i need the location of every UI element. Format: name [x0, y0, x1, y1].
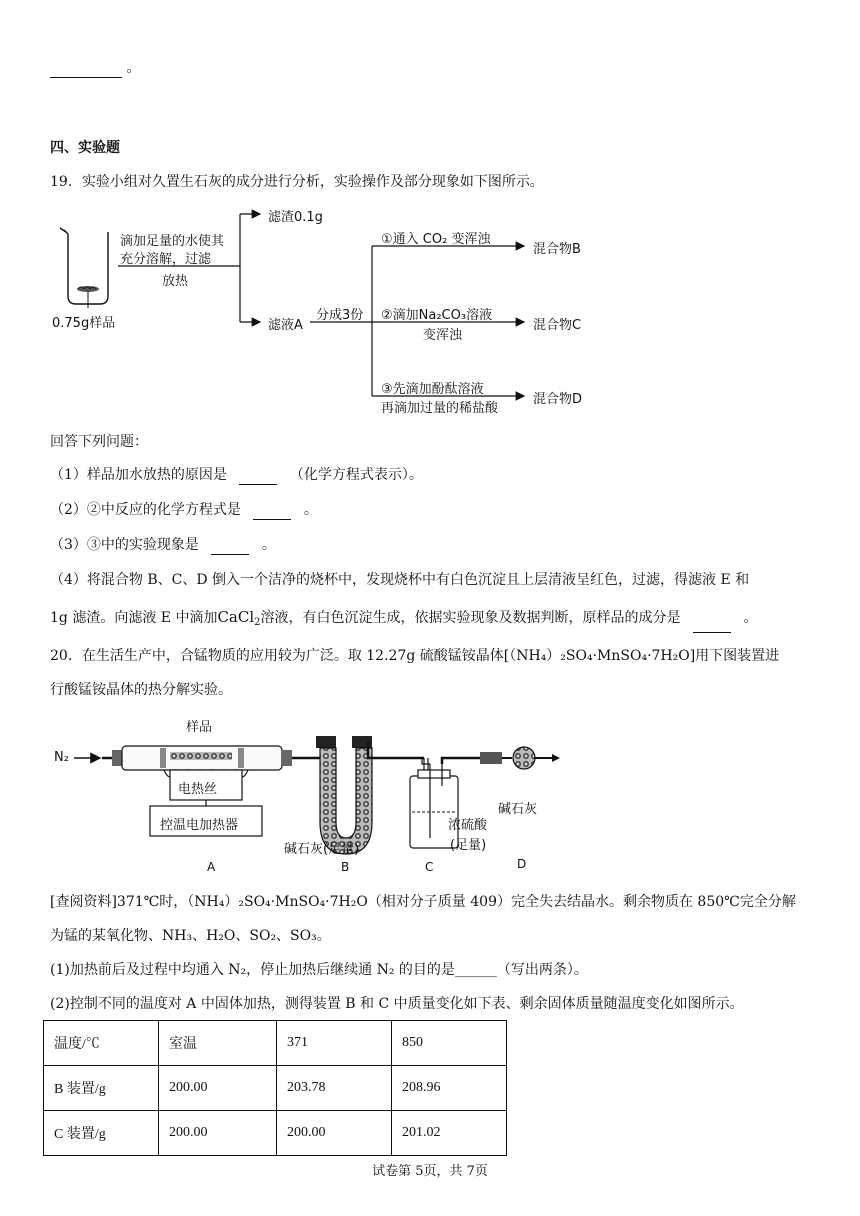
q20-stem-line2: 行酸锰铵晶体的热分解实验。 — [50, 682, 232, 698]
sub4-text-a: 1g 滤渣。向滤液 E 中滴加 — [50, 610, 218, 626]
wire-label: 电热丝 — [178, 782, 218, 797]
beaker-label: 0.75g样品 — [52, 316, 116, 331]
table-cell: 200.00 — [159, 1111, 277, 1156]
table-cell: 850 — [392, 1021, 507, 1066]
answer-blank[interactable] — [253, 505, 291, 520]
q19-prompt: 回答下列问题： — [50, 434, 148, 450]
branch3-line2: 再滴加过量的稀盐酸 — [381, 401, 499, 416]
n2-label: N₂ — [54, 750, 69, 765]
table-cell: 203.78 — [277, 1066, 392, 1111]
table-cell: 200.00 — [159, 1066, 277, 1111]
q19-sub4-line1: （4）将混合物 B、C、D 倒入一个洁净的烧杯中，发现烧杯中有白色沉淀且上层清液呈红色，过滤，得滤液 E 和 — [50, 572, 750, 588]
answer-blank[interactable] — [239, 470, 277, 485]
sub1-tail: （化学方程式表示）。 — [289, 467, 423, 483]
beaker-icon — [60, 228, 108, 308]
q19-sub4-line2 — [50, 607, 757, 633]
answer-blank[interactable] — [693, 618, 731, 633]
info-line1: [查阅资料]371℃时，（NH₄）₂SO₄·MnSO₄·7H₂O（相对分子质量 409）完全失去结晶水。剩余物质在 850℃完全分解 — [50, 894, 796, 910]
table-cell: C 装置/g — [44, 1111, 159, 1156]
sub1-text: （1）样品加水放热的原因是 — [50, 467, 227, 483]
letter-a: A — [207, 860, 216, 874]
mixture-c: 混合物C — [533, 318, 582, 333]
q19-sub3 — [50, 535, 276, 555]
sub4-text-b: 溶液，有白色沉淀生成，依据实验现象及数据判断，原样品的成分是 — [260, 610, 681, 626]
drying-tube-icon — [480, 747, 560, 769]
step1-line2: 充分溶解，过滤 — [120, 252, 212, 267]
table-cell: 200.00 — [277, 1111, 392, 1156]
cacl2-subscript: 2 — [254, 617, 261, 628]
answer-blank[interactable] — [50, 63, 122, 78]
table-cell: 温度/℃ — [44, 1021, 159, 1066]
mass-change-table — [43, 1020, 507, 1156]
table-cell: 室温 — [159, 1021, 277, 1066]
u-tube-icon — [316, 736, 404, 854]
table-row — [44, 1066, 507, 1111]
letter-b: B — [341, 860, 350, 874]
q19-stem: 19．实验小组对久置生石灰的成分进行分析，实验操作及部分现象如下图所示。 — [50, 174, 544, 190]
info-line2: 为锰的某氧化物、NH₃、H₂O、SO₂、SO₃。 — [50, 928, 331, 944]
mixture-b: 混合物B — [533, 242, 581, 257]
soda-lime-d-label: 碱石灰 — [498, 802, 538, 817]
sub4-tail: 。 — [743, 610, 758, 626]
step1-line1: 滴加足量的水使其 — [120, 234, 225, 249]
acid-note: (足量) — [450, 838, 487, 853]
table-cell: 201.02 — [392, 1111, 507, 1156]
table-cell: B 装置/g — [44, 1066, 159, 1111]
reaction-tube-icon — [102, 746, 318, 770]
heater-label: 控温电加热器 — [160, 818, 239, 833]
branch3-line1: ③先滴加酚酞溶液 — [381, 382, 484, 397]
table-cell: 371 — [277, 1021, 392, 1066]
branch1-label: ①通入 CO₂ 变浑浊 — [381, 232, 491, 247]
q20-stem-line1: 20．在生活生产中，合锰物质的应用较为广泛。取 12.27g 硫酸锰铵晶体[（NH₄）₂SO₄·MnSO₄·7H₂O]用下图装置进 — [50, 648, 780, 664]
cacl2-formula: CaCl — [217, 608, 255, 626]
branch2-line2: 变浑浊 — [423, 328, 463, 343]
q19-sub2 — [50, 500, 318, 520]
table-row — [44, 1111, 507, 1156]
page-footer: 试卷第 5页，共 7页 — [372, 1164, 488, 1179]
top-tail: 。 — [126, 60, 141, 76]
residue-label: 滤渣0.1g — [268, 210, 323, 225]
step1-line3: 放热 — [162, 274, 189, 289]
split-label: 分成3份 — [316, 308, 364, 323]
top-answer-blank-line — [50, 58, 140, 78]
filtrate-label: 滤液A — [268, 318, 303, 333]
letter-c: C — [425, 860, 434, 874]
q20-part2: (2)控制不同的温度对 A 中固体加热，测得装置 B 和 C 中质量变化如下表、剩余固体质量随温度变化如图所示。 — [50, 996, 744, 1012]
sub2-text: （2）②中反应的化学方程式是 — [50, 502, 241, 518]
sample-label: 样品 — [186, 720, 213, 735]
acid-label: 浓硫酸 — [448, 818, 488, 833]
answer-blank[interactable] — [211, 540, 249, 555]
table-row — [44, 1021, 507, 1066]
mixture-d: 混合物D — [533, 392, 583, 407]
q20-part1: (1)加热前后及过程中均通入 N₂，停止加热后继续通 N₂ 的目的是______（写出两条）。 — [50, 962, 588, 978]
sub3-text: （3）③中的实验现象是 — [50, 537, 199, 553]
soda-lime-b-label: 碱石灰(足量) — [284, 842, 360, 857]
table-cell: 208.96 — [392, 1066, 507, 1111]
branch2-line1: ②滴加Na₂CO₃溶液 — [381, 308, 493, 323]
q19-sub1 — [50, 465, 423, 485]
sub2-tail: 。 — [303, 502, 318, 518]
section-title: 四、实验题 — [50, 140, 120, 156]
letter-d: D — [517, 857, 527, 871]
sub3-tail: 。 — [261, 537, 276, 553]
